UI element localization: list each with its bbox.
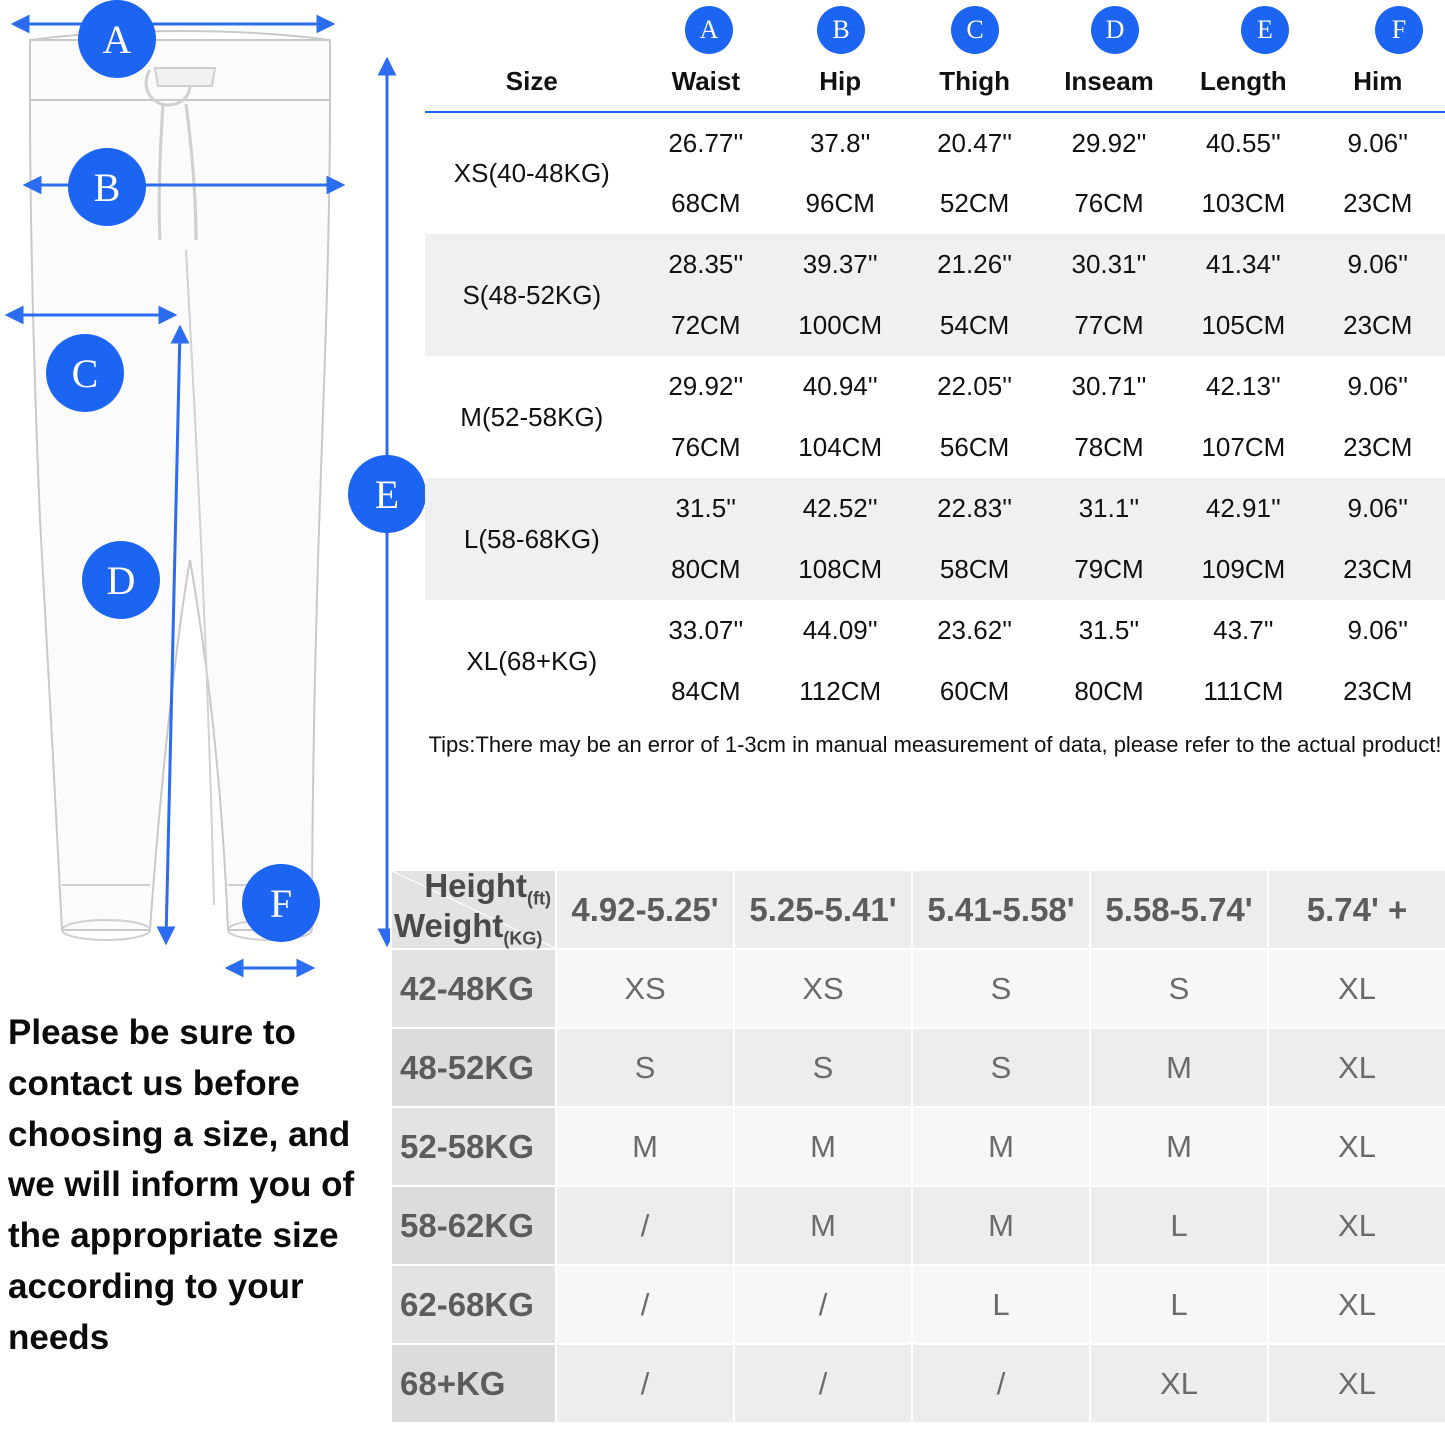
cell-cm: 23CM [1343,188,1413,218]
corner-height-unit: (ft) [527,888,551,909]
column-badge-c: C [951,6,999,54]
cell-inch: 9.06'' [1347,371,1409,401]
matrix-weight-label: 68+KG [391,1344,556,1423]
matrix-cell: / [734,1265,912,1344]
matrix-corner-cell [391,867,556,949]
cell-inch: 30.31'' [1042,234,1176,295]
cell-inch: 37.8'' [809,127,871,158]
cell-cm: 77CM [1042,295,1176,356]
cell-cm: 56CM [939,432,1010,462]
cell-cm: 23CM [1311,295,1445,356]
table-row [425,112,1445,173]
row-size-label: S(48-52KG) [425,234,639,356]
matrix-header-row [391,870,1445,949]
cell-cm: 68CM [671,188,741,218]
cell-inch: 42.52'' [773,478,907,539]
matrix-cell: M [1090,1107,1268,1186]
cell-inch: 40.55'' [1205,127,1281,158]
matrix-height-col-5: 5.74' + [1268,870,1445,949]
matrix-cell: XS [556,949,734,1028]
column-badge-b: B [817,6,865,54]
cell-inch: 9.06'' [1311,234,1445,295]
cell-cm: 78CM [1074,432,1144,462]
matrix-cell: L [912,1265,1090,1344]
corner-height-label: Height [424,867,528,904]
header-hip: Hip [819,66,862,96]
cell-cm: 72CM [639,295,773,356]
header-size: Size [505,66,558,96]
cell-inch: 9.06'' [1347,127,1409,158]
matrix-height-col-2: 5.25-5.41' [734,870,912,949]
matrix-cell: M [734,1186,912,1265]
measurement-size-table [425,0,1445,758]
cell-cm: 76CM [671,432,741,462]
cell-inch: 31.5'' [639,478,773,539]
cell-cm: 105CM [1176,295,1310,356]
cell-inch: 28.35'' [639,234,773,295]
matrix-cell: S [1090,949,1268,1028]
contact-notice-text: Please be sure to contact us before choosing a size, and we will inform you of the appropriate size according to your needs [8,1013,355,1357]
cell-inch: 22.83'' [907,478,1041,539]
matrix-cell: / [734,1344,912,1423]
cell-inch: 22.05'' [937,371,1013,401]
matrix-weight-label: 58-62KG [391,1186,556,1265]
size-table [425,60,1445,722]
header-inseam: Inseam [1064,66,1154,96]
height-weight-table [390,869,1445,1424]
header-thigh: Thigh [939,66,1010,96]
column-badge-a: A [685,6,733,54]
row-size-label: XS(40-48KG) [453,158,610,188]
cell-cm: 104CM [798,432,883,462]
cell-cm: 76CM [1074,188,1144,218]
matrix-row [391,1107,1445,1186]
cell-cm: 79CM [1042,539,1176,600]
matrix-cell: S [556,1028,734,1107]
matrix-row [391,1186,1445,1265]
matrix-cell: / [912,1344,1090,1423]
matrix-cell: XS [734,949,912,1028]
cell-inch: 40.94'' [802,371,878,401]
matrix-row [391,1028,1445,1107]
matrix-cell: L [1090,1265,1268,1344]
matrix-cell: XL [1268,949,1445,1028]
cell-inch: 42.91'' [1176,478,1310,539]
table-row [425,478,1445,539]
cell-inch: 33.07'' [668,615,744,645]
badge-e: E [348,455,426,533]
badge-b: B [68,148,146,226]
size-table-header-row [425,60,1445,112]
cell-cm: 103CM [1201,188,1286,218]
column-badge-row [425,0,1445,60]
header-length: Length [1200,66,1287,96]
cell-cm: 23CM [1311,539,1445,600]
matrix-cell: XL [1268,1107,1445,1186]
cell-inch: 43.7'' [1213,615,1274,645]
badge-a: A [78,0,156,78]
cell-inch: 9.06'' [1311,478,1445,539]
matrix-height-col-4: 5.58-5.74' [1090,870,1268,949]
row-size-label: XL(68+KG) [466,645,598,676]
matrix-cell: / [556,1344,734,1423]
corner-weight-label: Weight [394,907,504,945]
cell-inch: 44.09'' [802,615,878,645]
matrix-row [391,949,1445,1028]
table-row [425,600,1445,661]
cell-cm: 84CM [671,676,741,706]
matrix-cell: / [556,1186,734,1265]
cell-inch: 20.47'' [937,127,1013,158]
pants-illustration [0,0,425,1000]
cell-inch: 29.92'' [1071,127,1147,158]
cell-inch: 42.13'' [1205,371,1281,401]
cell-inch: 31.5'' [1078,615,1140,645]
height-weight-matrix [390,869,1445,1424]
matrix-height-col-3: 5.41-5.58' [912,870,1090,949]
matrix-cell: M [734,1107,912,1186]
cell-cm: 108CM [773,539,907,600]
badge-d: D [82,541,160,619]
corner-weight-unit: (KG) [503,929,543,949]
cell-inch: 31.1'' [1042,478,1176,539]
column-badge-e: E [1241,6,1289,54]
matrix-cell: L [1090,1186,1268,1265]
badge-c: C [46,334,124,412]
badge-f: F [242,864,320,942]
cell-cm: 52CM [939,188,1010,218]
header-waist: Waist [671,66,741,96]
cell-inch: 26.77'' [668,127,744,158]
cell-cm: 80CM [1074,676,1144,706]
table-row [425,234,1445,295]
cell-inch: 23.62'' [937,615,1013,645]
matrix-cell: XL [1090,1344,1268,1423]
cell-cm: 100CM [773,295,907,356]
cell-cm: 60CM [939,676,1010,706]
matrix-height-col-1: 4.92-5.25' [556,870,734,949]
matrix-cell: XL [1268,1028,1445,1107]
matrix-weight-label: 48-52KG [391,1028,556,1107]
matrix-cell: S [912,1028,1090,1107]
cell-cm: 111CM [1203,676,1284,706]
row-size-label: M(52-58KG) [460,401,604,432]
matrix-cell: M [1090,1028,1268,1107]
matrix-cell: M [912,1107,1090,1186]
cell-cm: 112CM [799,676,882,706]
matrix-cell: M [556,1107,734,1186]
table-row [425,356,1445,417]
cell-inch: 9.06'' [1347,615,1409,645]
column-badge-d: D [1091,6,1139,54]
matrix-cell: XL [1268,1344,1445,1423]
cell-inch: 29.92'' [668,371,744,401]
row-size-label: L(58-68KG) [425,478,639,600]
matrix-cell: M [912,1186,1090,1265]
matrix-row [391,1344,1445,1423]
matrix-weight-label: 62-68KG [391,1265,556,1344]
cell-inch: 39.37'' [773,234,907,295]
cell-cm: 80CM [639,539,773,600]
matrix-weight-label: 52-58KG [391,1107,556,1186]
cell-inch: 21.26'' [907,234,1041,295]
matrix-cell: XL [1268,1265,1445,1344]
measurement-tips: Tips:There may be an error of 1-3cm in manual measurement of data, please refer to the actual product! [428,732,1442,757]
cell-cm: 109CM [1176,539,1310,600]
cell-cm: 58CM [907,539,1041,600]
matrix-cell: XL [1268,1186,1445,1265]
matrix-cell: S [734,1028,912,1107]
header-him: Him [1353,66,1403,96]
cell-cm: 23CM [1343,676,1413,706]
cell-cm: 96CM [805,188,875,218]
cell-inch: 41.34'' [1176,234,1310,295]
cell-inch: 30.71'' [1071,371,1147,401]
matrix-cell: S [912,949,1090,1028]
cell-cm: 107CM [1201,432,1286,462]
column-badge-f: F [1375,6,1423,54]
cell-cm: 54CM [907,295,1041,356]
matrix-cell: / [556,1265,734,1344]
cell-cm: 23CM [1343,432,1413,462]
matrix-weight-label: 42-48KG [391,949,556,1028]
matrix-row [391,1265,1445,1344]
